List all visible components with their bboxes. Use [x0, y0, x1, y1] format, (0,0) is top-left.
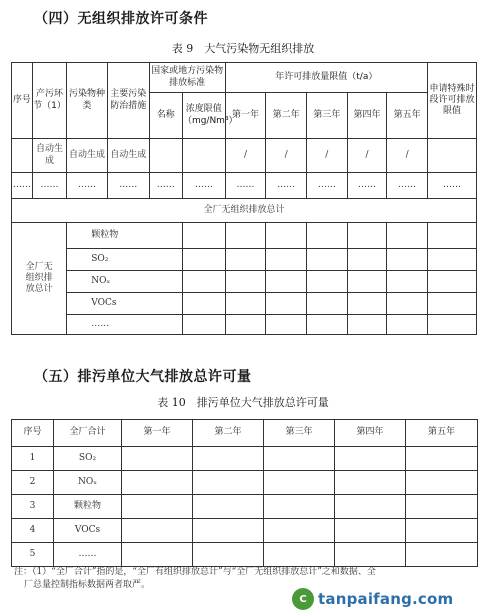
t10-seq: 2 — [12, 471, 54, 495]
t10-cell — [335, 447, 406, 471]
t9-total-row — [12, 293, 477, 315]
t9-cell — [266, 315, 307, 335]
table9 — [11, 62, 477, 335]
t9-cell — [347, 271, 387, 293]
t9-cell — [427, 249, 476, 271]
t9-header-annual: 年许可排放量限值（t/a） — [225, 63, 427, 93]
t9-total-row — [12, 271, 477, 293]
t10-cell — [264, 519, 335, 543]
t9-plant-total-label: 全厂无组织排放总计 — [12, 223, 67, 335]
t9-cell: / — [347, 139, 387, 173]
t9-cell — [182, 139, 225, 173]
t9-cell — [427, 223, 476, 249]
t9-total-pollutant: NOₓ — [67, 271, 183, 293]
t9-cell — [347, 315, 387, 335]
t9-total-label: 全厂无组织排放总计 — [12, 199, 477, 223]
t10-seq: 3 — [12, 495, 54, 519]
t9-cell: …… — [225, 173, 266, 199]
t9-cell: …… — [347, 173, 387, 199]
t9-cell — [307, 293, 348, 315]
t9-cell — [225, 223, 266, 249]
t9-total-pollutant: …… — [67, 315, 183, 335]
t9-header-process: 产污环节（1） — [32, 63, 66, 139]
t10-cell — [122, 495, 193, 519]
t10-item: VOCs — [54, 519, 122, 543]
t10-cell — [406, 543, 478, 567]
t9-row-auto — [12, 139, 477, 173]
t9-header-year2: 第二年 — [266, 93, 307, 139]
t9-cell — [182, 271, 225, 293]
t10-cell — [193, 519, 264, 543]
t10-cell — [264, 447, 335, 471]
t9-header-name: 名称 — [149, 93, 182, 139]
t9-cell — [387, 249, 428, 271]
note-line2: 厂总量控制指标数据两者取严。 — [24, 580, 151, 591]
t10-cell — [193, 495, 264, 519]
table9-caption: 表 9 大气污染物无组织排放 — [171, 42, 315, 55]
t9-cell — [387, 315, 428, 335]
t9-cell — [427, 139, 476, 173]
t10-seq: 5 — [12, 543, 54, 567]
t9-total-pollutant: 颗粒物 — [67, 223, 183, 249]
t9-header-seq: 序号 — [12, 63, 33, 139]
t9-cell: 自动生成 — [67, 139, 108, 173]
t10-cell — [193, 543, 264, 567]
t9-cell — [387, 223, 428, 249]
t10-cell — [193, 471, 264, 495]
t9-cell: …… — [387, 173, 428, 199]
t10-cell — [264, 543, 335, 567]
t9-row-total-label — [12, 199, 477, 223]
t9-cell: 自动生成 — [107, 139, 149, 173]
section5-title: （五）排污单位大气排放总许可量 — [34, 369, 252, 385]
t9-cell — [182, 249, 225, 271]
t10-cell — [122, 519, 193, 543]
watermark-text: tanpaifang.com — [318, 590, 454, 608]
t9-cell — [266, 293, 307, 315]
t9-cell — [427, 293, 476, 315]
t9-header-limit: 浓度限值（mg/Nm³） — [182, 93, 225, 139]
t9-cell: …… — [67, 173, 108, 199]
t9-total-pollutant: VOCs — [67, 293, 183, 315]
t9-cell: / — [225, 139, 266, 173]
t10-item: SO₂ — [54, 447, 122, 471]
note-line1: 注：（1）“全厂合计”指的是，“全厂有组织排放总计”与“全厂无组织排放总计”之和数据、全 — [14, 567, 376, 577]
t9-cell: 自动生成 — [32, 139, 66, 173]
t9-cell: …… — [307, 173, 348, 199]
t9-cell — [307, 271, 348, 293]
t9-total-row — [12, 315, 477, 335]
t10-cell — [264, 495, 335, 519]
t10-row — [12, 495, 478, 519]
t9-header-standard: 国家或地方污染物排放标准 — [149, 63, 225, 93]
t10-row — [12, 543, 478, 567]
t9-cell: …… — [12, 173, 33, 199]
t9-cell — [387, 293, 428, 315]
t9-total-row — [12, 249, 477, 271]
t9-header-special: 申请特殊时段许可排放限值 — [427, 63, 476, 139]
t9-cell — [266, 271, 307, 293]
t9-cell: …… — [107, 173, 149, 199]
t10-cell — [193, 447, 264, 471]
t9-cell — [225, 315, 266, 335]
t9-cell — [427, 315, 476, 335]
t10-header-year2: 第二年 — [193, 420, 264, 447]
t10-seq: 1 — [12, 447, 54, 471]
t9-cell — [347, 249, 387, 271]
t9-cell — [225, 293, 266, 315]
section4-title: （四）无组织排放许可条件 — [34, 11, 208, 27]
t9-cell: / — [387, 139, 428, 173]
t10-header-year5: 第五年 — [406, 420, 478, 447]
t9-cell — [387, 271, 428, 293]
t10-header-total: 全厂合计 — [54, 420, 122, 447]
t10-row — [12, 447, 478, 471]
t10-header-year3: 第三年 — [264, 420, 335, 447]
table10 — [11, 419, 478, 567]
t10-row — [12, 471, 478, 495]
t10-header-row — [12, 420, 478, 447]
t9-cell — [182, 293, 225, 315]
t10-item: 颗粒物 — [54, 495, 122, 519]
t9-cell — [225, 249, 266, 271]
t9-cell — [12, 139, 33, 173]
t9-cell — [307, 223, 348, 249]
t10-cell — [406, 471, 478, 495]
t9-cell — [149, 139, 182, 173]
t9-cell: …… — [427, 173, 476, 199]
t9-header-year1: 第一年 — [225, 93, 266, 139]
t10-row — [12, 519, 478, 543]
t9-total-row — [12, 223, 477, 249]
t10-header-seq: 序号 — [12, 420, 54, 447]
leaf-logo-icon: C — [292, 588, 314, 610]
t9-cell: …… — [266, 173, 307, 199]
t9-header-measures: 主要污染防治措施 — [107, 63, 149, 139]
t10-cell — [335, 543, 406, 567]
t9-cell — [266, 223, 307, 249]
t10-cell — [406, 495, 478, 519]
t10-item: NOₓ — [54, 471, 122, 495]
t9-header-year5: 第五年 — [387, 93, 428, 139]
t9-cell: …… — [182, 173, 225, 199]
watermark-logo — [292, 588, 453, 610]
t10-cell — [264, 471, 335, 495]
t10-cell — [335, 495, 406, 519]
t9-cell — [307, 315, 348, 335]
t10-cell — [335, 471, 406, 495]
t9-cell — [266, 249, 307, 271]
table10-caption: 表 10 排污单位大气排放总许可量 — [157, 396, 329, 409]
t9-cell — [427, 271, 476, 293]
t9-cell: …… — [32, 173, 66, 199]
t9-header-year4: 第四年 — [347, 93, 387, 139]
t9-cell — [182, 315, 225, 335]
t10-seq: 4 — [12, 519, 54, 543]
t9-cell — [307, 249, 348, 271]
t10-cell — [122, 447, 193, 471]
t9-row-more — [12, 173, 477, 199]
t10-header-year1: 第一年 — [122, 420, 193, 447]
t10-cell — [122, 543, 193, 567]
t9-cell: …… — [149, 173, 182, 199]
t9-cell — [225, 271, 266, 293]
t9-header-pollutant: 污染物种类 — [67, 63, 108, 139]
t10-item: …… — [54, 543, 122, 567]
t9-cell — [347, 223, 387, 249]
t9-cell: / — [266, 139, 307, 173]
t9-cell: / — [307, 139, 348, 173]
t9-cell — [182, 223, 225, 249]
t9-total-pollutant: SO₂ — [67, 249, 183, 271]
t10-cell — [406, 519, 478, 543]
t9-header-year3: 第三年 — [307, 93, 348, 139]
t9-cell — [347, 293, 387, 315]
t10-header-year4: 第四年 — [335, 420, 406, 447]
t10-cell — [406, 447, 478, 471]
t10-cell — [335, 519, 406, 543]
t10-cell — [122, 471, 193, 495]
